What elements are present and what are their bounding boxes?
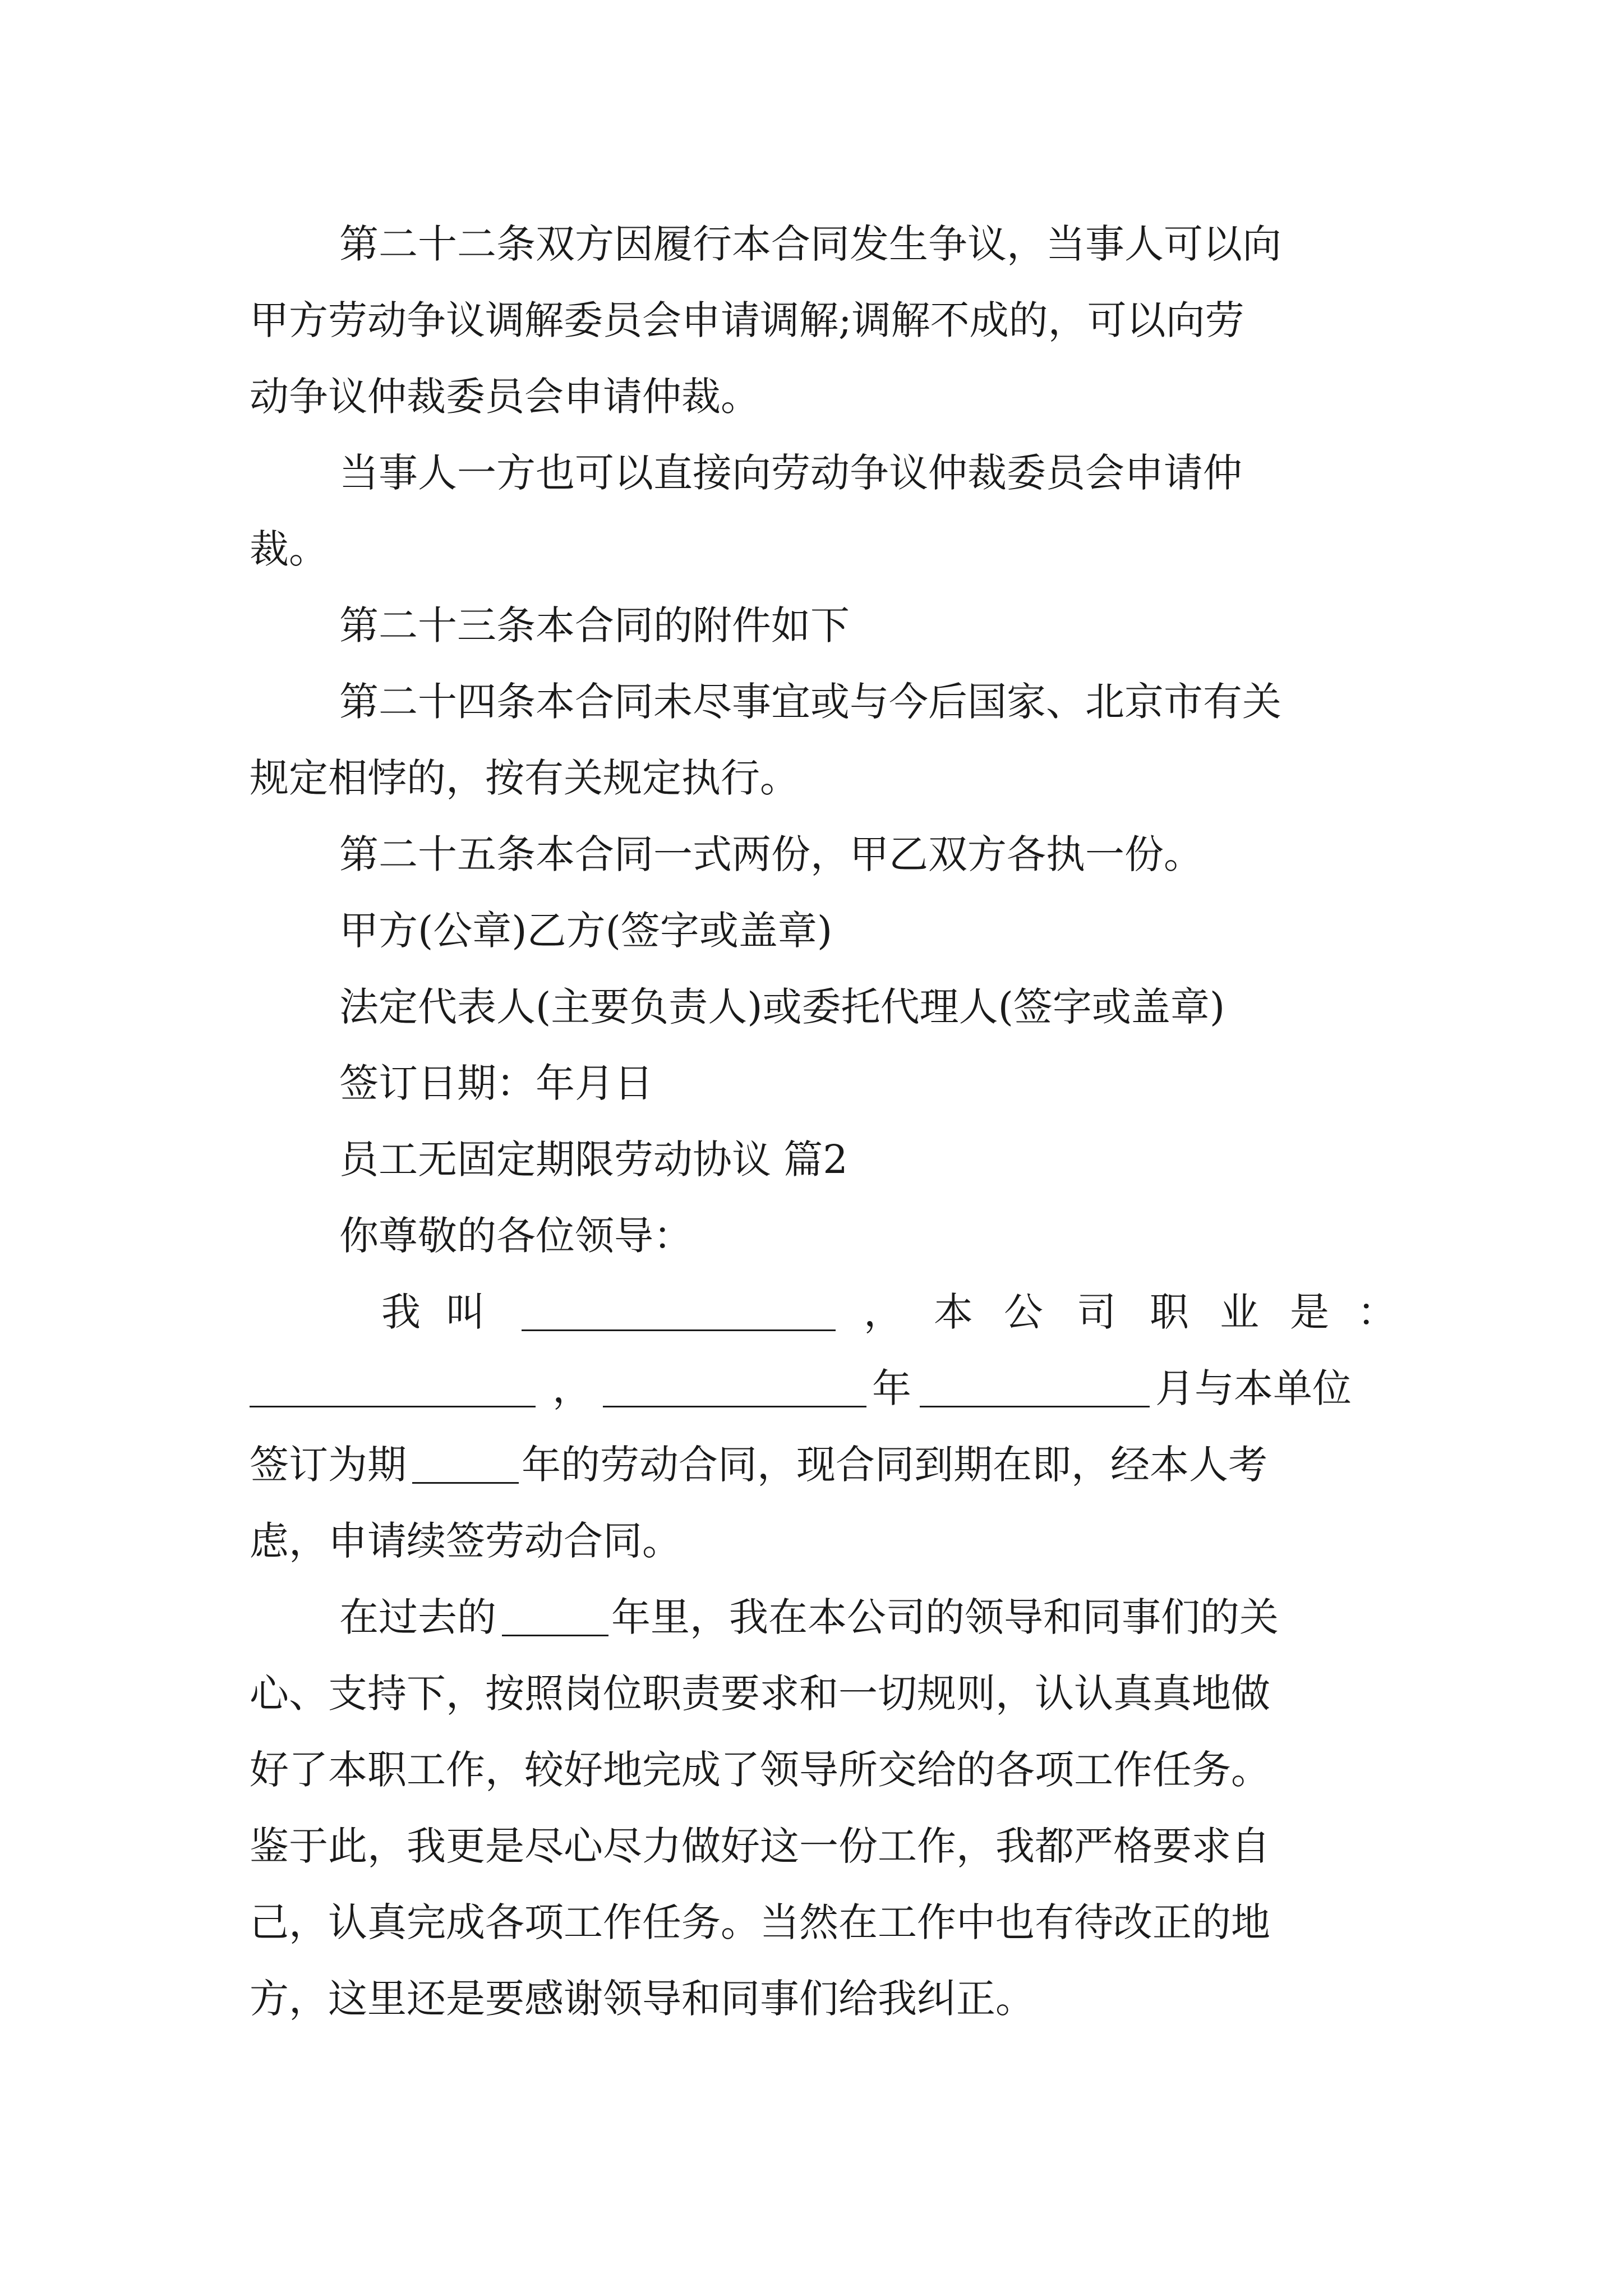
form-char: 我: [381, 1289, 421, 1335]
paragraph-line: 第二十四条本合同未尽事宜或与今后国家、北京市有关: [339, 679, 1281, 725]
paragraph-line: 好了本职工作，较好地完成了领导所交给的各项工作任务。: [250, 1747, 1270, 1793]
form-char: 职: [1150, 1289, 1189, 1335]
form-char: 叫: [446, 1289, 485, 1335]
form-text: 在过去的: [339, 1594, 496, 1640]
date-line: 签订日期：年月日: [339, 1060, 653, 1106]
name-blank: [522, 1297, 836, 1331]
year-blank: [603, 1373, 866, 1407]
paragraph-line: 心、支持下，按照岗位职责要求和一切规则，认认真真地做: [250, 1671, 1270, 1717]
paragraph-line: 虑，申请续签劳动合同。: [250, 1518, 681, 1564]
form-text: 月与本单位: [1155, 1365, 1352, 1411]
form-char: 本: [934, 1289, 973, 1335]
signature-line: 甲方(公章)乙方(签字或盖章): [339, 908, 833, 954]
paragraph-line: 甲方劳动争议调解委员会申请调解;调解不成的，可以向劳: [250, 297, 1244, 343]
form-text: 签订为期: [250, 1442, 407, 1488]
paragraph-line: 第二十三条本合同的附件如下: [339, 602, 850, 648]
form-char: 是: [1290, 1289, 1329, 1335]
form-char: ，: [552, 1365, 592, 1411]
occupation-blank: [250, 1373, 536, 1407]
form-text: 年里，我在本公司的领导和同事们的关: [611, 1594, 1279, 1640]
salutation: 你尊敬的各位领导：: [339, 1213, 693, 1259]
paragraph-line: 第二十五条本合同一式两份，甲乙双方各执一份。: [339, 831, 1203, 877]
paragraph-line: 第二十二条双方因履行本合同发生争议，当事人可以向: [339, 221, 1281, 267]
form-text: 年的劳动合同，现合同到期在即，经本人考: [522, 1442, 1267, 1488]
paragraph-line: 规定相悖的，按有关规定执行。: [250, 755, 799, 801]
paragraph-line: 当事人一方也可以直接向劳动争议仲裁委员会申请仲: [339, 450, 1242, 496]
form-char: ：: [1357, 1289, 1396, 1335]
month-blank: [920, 1373, 1150, 1407]
form-char: 年: [872, 1365, 911, 1411]
years-blank: [502, 1602, 608, 1636]
signature-line: 法定代表人(主要负责人)或委托代理人(签字或盖章): [339, 984, 1225, 1030]
form-char: 公: [1004, 1289, 1043, 1335]
form-char: 司: [1077, 1289, 1116, 1335]
paragraph-line: 裁。: [250, 526, 328, 572]
form-char: 业: [1220, 1289, 1259, 1335]
term-blank: [412, 1450, 519, 1484]
paragraph-line: 动争议仲裁委员会申请仲裁。: [250, 374, 760, 420]
paragraph-line: 方，这里还是要感谢领导和同事们给我纠正。: [250, 1976, 1035, 2022]
form-char: ，: [864, 1289, 903, 1335]
section-heading: 员工无固定期限劳动协议 篇2: [339, 1137, 848, 1182]
paragraph-line: 己，认真完成各项工作任务。当然在工作中也有待改正的地: [250, 1899, 1270, 1945]
paragraph-line: 鉴于此，我更是尽心尽力做好这一份工作，我都严格要求自: [250, 1823, 1270, 1869]
